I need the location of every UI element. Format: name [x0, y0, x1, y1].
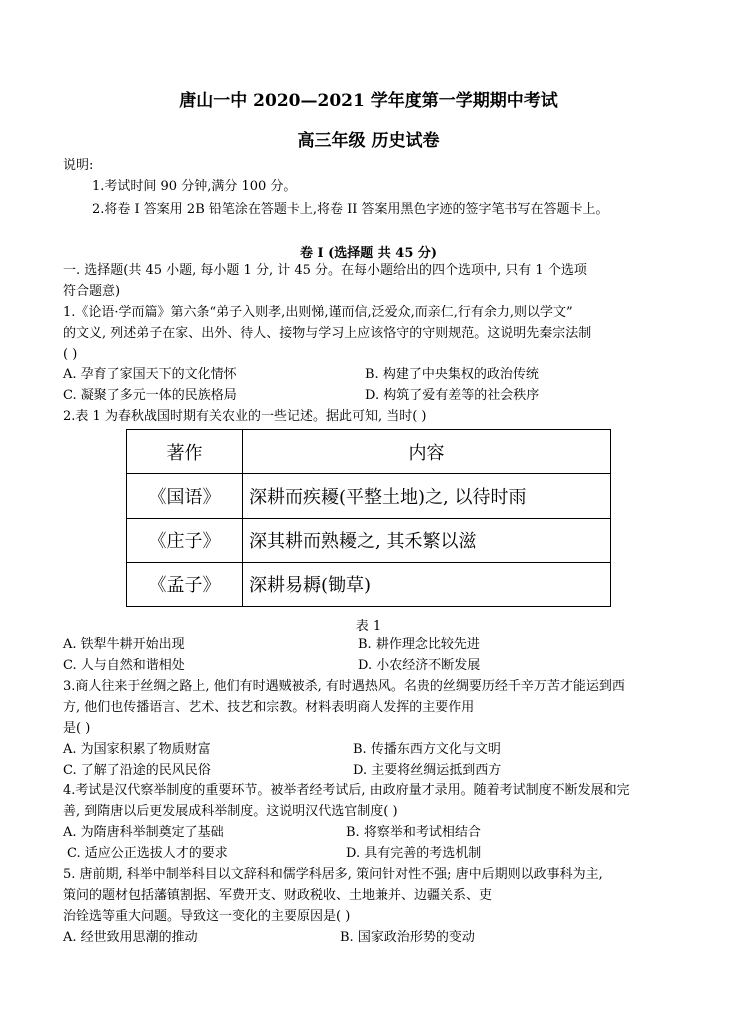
- exam-subtitle: 高三年级 历史试卷: [297, 131, 440, 151]
- q5-option-a: A. 经世致用思潮的推动: [63, 930, 198, 945]
- notes-line-2: 2.将卷 I 答案用 2B 铅笔涂在答题卡上,将卷 II 答案用黑色字迹的签字笔书写在答题卡上。: [92, 202, 609, 217]
- table-row: [127, 518, 611, 562]
- q1-option-d: D. 构筑了爱有差等的社会秩序: [365, 388, 540, 403]
- exam-title: 唐山一中 2020—2021 学年度第一学期期中考试: [179, 91, 558, 111]
- q2-option-c: C. 人与自然和谐相处: [63, 658, 185, 673]
- table-caption: 表 1: [355, 619, 382, 634]
- q1-option-b: B. 构建了中央集权的政治传统: [365, 367, 539, 382]
- q4-option-a: A. 为隋唐科举制奠定了基础: [63, 825, 224, 840]
- q5-stem-line-2: 策问的题材包括藩镇割据、军费开支、财政税收、土地兼并、边疆关系、吏: [63, 888, 493, 903]
- q1-option-a: A. 孕育了家国天下的文化情怀: [63, 367, 237, 382]
- q1-option-c: C. 凝聚了多元一体的民族格局: [63, 388, 237, 403]
- q4-option-d: D. 具有完善的考选机制: [346, 846, 482, 861]
- q4-option-c: C. 适应公正选拔人才的要求: [67, 846, 228, 861]
- table-cell-content: 深耕而疾耰(平整土地)之, 以待时雨: [243, 474, 611, 518]
- q3-option-a: A. 为国家积累了物质财富: [63, 742, 211, 757]
- q5-option-b: B. 国家政治形势的变动: [340, 930, 475, 945]
- q4-option-b: B. 将察举和考试相结合: [346, 825, 481, 840]
- q2-option-d: D. 小农经济不断发展: [358, 658, 481, 673]
- q1-stem-line-2: 的文义, 列述弟子在家、出外、待人、接物与学习上应该恪守的守则规范。这说明先秦宗法制: [63, 326, 592, 341]
- q3-option-b: B. 传播东西方文化与文明: [353, 742, 501, 757]
- instructions-line-2: 符合题意): [63, 284, 121, 299]
- table-header-content: 内容: [243, 430, 611, 474]
- q3-stem-line-1: 3.商人往来于丝绸之路上, 他们有时遇贼被杀, 有时遇热风。名贵的丝绸要历经千辛万苦才能运到西: [63, 679, 625, 694]
- table-header-work: 著作: [127, 430, 243, 474]
- table-cell-work: 《庄子》: [127, 518, 243, 562]
- instructions-line-1: 一. 选择题(共 45 小题, 每小题 1 分, 计 45 分。在每小题给出的四个选项中, 只有 1 个选项: [63, 263, 587, 278]
- notes-heading: 说明:: [63, 158, 94, 173]
- q2-option-a: A. 铁犁牛耕开始出现: [63, 637, 185, 652]
- q3-stem-line-3: 是( ): [63, 721, 91, 736]
- q1-stem-line-3: ( ): [63, 347, 78, 362]
- q1-stem-line-1: 1.《论语·学而篇》第六条“弟子入则孝,出则悌,谨而信,泛爱众,而亲仁,行有余力,则以学文”: [63, 305, 573, 320]
- table-row: [127, 562, 611, 606]
- section-title: 卷 I (选择题 共 45 分): [299, 246, 438, 261]
- q5-stem-line-3: 治铨选等重大问题。导致这一变化的主要原因是( ): [63, 909, 351, 924]
- q3-stem-line-2: 方, 他们也传播语言、艺术、技艺和宗教。材料表明商人发挥的主要作用: [63, 700, 475, 715]
- q5-stem-line-1: 5. 唐前期, 科举中制举科目以文辞科和儒学科居多, 策问针对性不强; 唐中后期则以政事科为主,: [63, 867, 603, 882]
- q2-option-b: B. 耕作理念比较先进: [358, 637, 480, 652]
- q4-stem-line-1: 4.考试是汉代察举制度的重要环节。被举者经考试后, 由政府量才录用。随着考试制度不断发展和完: [63, 783, 630, 798]
- q3-option-d: D. 主要将丝绸运抵到西方: [353, 763, 502, 778]
- table-cell-work: 《国语》: [127, 474, 243, 518]
- table-header-row: [127, 430, 611, 474]
- notes-line-1: 1.考试时间 90 分钟,满分 100 分。: [92, 179, 297, 194]
- table-cell-content: 深其耕而熟耰之, 其禾繁以滋: [243, 518, 611, 562]
- q3-option-c: C. 了解了沿途的民风民俗: [63, 763, 211, 778]
- agriculture-table: [126, 429, 611, 607]
- table-row: [127, 474, 611, 518]
- q2-stem: 2.表 1 为春秋战国时期有关农业的一些记述。据此可知, 当时( ): [63, 409, 427, 424]
- table-cell-work: 《孟子》: [127, 562, 243, 606]
- table-cell-content: 深耕易耨(锄草): [243, 562, 611, 606]
- q4-stem-line-2: 善, 到隋唐以后更发展成科举制度。这说明汉代选官制度( ): [63, 804, 398, 819]
